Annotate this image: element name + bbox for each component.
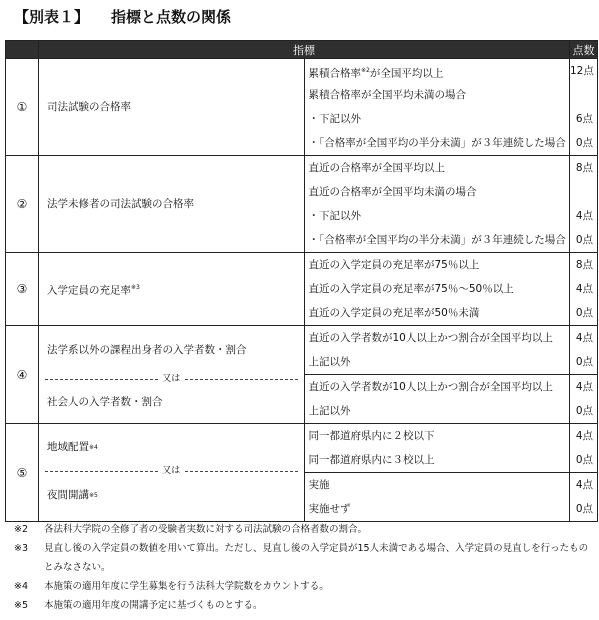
conditions-cell [304,156,570,253]
points-cell [570,156,598,253]
condition-line: 直近の入学定員の充足率が75％～50％以上 [308,283,514,295]
points-cell [570,326,598,424]
condition-line: 直近の合格率が全国平均以上 [308,162,445,174]
points-value: 0点 [575,234,593,246]
points-value [570,83,597,107]
points-value: 8点 [575,162,593,174]
indicator-name-b: 夜間開講 ※5 [47,489,98,501]
indicator-name-a: 法学系以外の課程出身者の入学者数・割合 [47,344,247,356]
row-number: ⑤ [6,424,39,522]
footnote-text: 各法科大学院の全修了者の受験者実数に対する司法試験の合格者数の割合。 [44,524,368,535]
condition-line: 累積合格率が全国平均未満の場合 [308,89,466,101]
indicator-name: 法学未修者の司法試験の合格率 [47,197,194,210]
indicator-name-a: 地域配置 ※4 [47,441,98,453]
conditions-cell [304,253,570,326]
footnote-mark: ※2 [14,524,29,535]
points-cell [570,424,598,522]
footnote [14,539,594,577]
points-value: 0点 [575,454,593,466]
footnote [14,577,594,596]
footnote-text: 本施策の適用年度に学生募集を行う法科大学院数をカウントする。 [44,581,329,592]
points-value: 4点 [575,479,593,491]
points-value: 0点 [575,356,593,368]
condition-line: ・下記以外 [308,210,361,222]
table-row [6,253,598,326]
table-label: 【別表１】 [14,8,90,26]
points-value: 4点 [575,210,593,222]
conditions-cell [304,424,570,522]
header-no [6,41,39,59]
condition-line: ・下記以外 [308,113,361,125]
indicator-name: 入学定員の充足率$^{※3}$ [47,283,140,297]
points-value: 0点 [575,405,593,417]
condition-line: 直近の入学者数が10人以上かつ割合が全国平均以上 [308,381,553,393]
points-value: 4点 [575,430,593,442]
footnote [14,520,594,539]
condition-line: 同一都道府県内に３校以上 [308,454,435,466]
table-row [6,156,598,253]
table-row [6,326,598,424]
row-number: ④ [6,326,39,424]
condition-line: 直近の入学者数が10人以上かつ割合が全国平均以上 [308,332,553,344]
footnote-mark: ※5 [14,600,29,611]
footnote-mark: ※3 [14,543,29,554]
indicator-name-b: 社会人の入学者数・割合 [47,396,163,408]
row-number: ② [6,156,39,253]
points-value: 12点 [570,65,594,77]
indicator-cell [39,326,305,424]
points-value: 6点 [575,113,593,125]
points-value: 0点 [575,137,593,149]
footnotes [14,520,594,615]
conditions-cell [304,326,570,424]
condition-line: 直近の合格率が全国平均未満の場合 [308,186,477,198]
points-cell [570,253,598,326]
condition-line: 上記以外 [308,405,351,417]
indicator-cell [39,253,305,326]
footnote [14,596,594,615]
header-indicator: 指標 [39,41,570,59]
condition-line: 実施 [308,479,330,491]
row-number: ① [6,59,39,156]
footnote-text: 見直し後の入学定員の数値を用いて算出。ただし、見直し後の入学定員が15人未満である場合、入学定員の見直しを行ったものとみなさない。 [44,543,589,573]
table-header [6,41,598,59]
condition-line: ・「合格率が全国平均の半分未満」が３年連続した場合 [308,137,566,149]
condition-line: ・「合格率が全国平均の半分未満」が３年連続した場合 [308,234,566,246]
points-value: 4点 [575,283,593,295]
condition-line: 同一都道府県内に２校以下 [308,430,435,442]
or-divider: 又は [45,373,298,385]
points-value: 4点 [575,381,593,393]
indicator-cell [39,59,305,156]
points-value: 0点 [575,307,593,319]
indicator-table [5,40,598,522]
points-cell [570,59,598,156]
footnote-text: 本施策の適用年度の開講予定に基づくものとする。 [44,600,263,611]
indicator-name: 司法試験の合格率 [47,100,131,113]
condition-line: 直近の入学定員の充足率が75％以上 [308,259,480,271]
points-value: 8点 [575,259,593,271]
footnote-mark: ※4 [14,581,29,592]
condition-line: 累積合格率$^{※2}$が全国平均以上 [308,67,444,80]
points-value: 4点 [575,332,593,344]
table-row [6,424,598,522]
row-number: ③ [6,253,39,326]
condition-line: 上記以外 [308,356,351,368]
points-value: 0点 [575,503,593,515]
indicator-cell [39,156,305,253]
condition-line: 直近の入学定員の充足率が50％未満 [308,307,480,319]
table-heading: 指標と点数の関係 [111,8,232,26]
condition-line: 実施せず [308,503,351,515]
table-row [6,59,598,156]
table-title [14,6,231,27]
conditions-cell [304,59,570,156]
header-points: 点数 [570,41,598,59]
or-divider: 又は [45,465,298,477]
indicator-cell [39,424,305,522]
points-value [570,180,597,204]
